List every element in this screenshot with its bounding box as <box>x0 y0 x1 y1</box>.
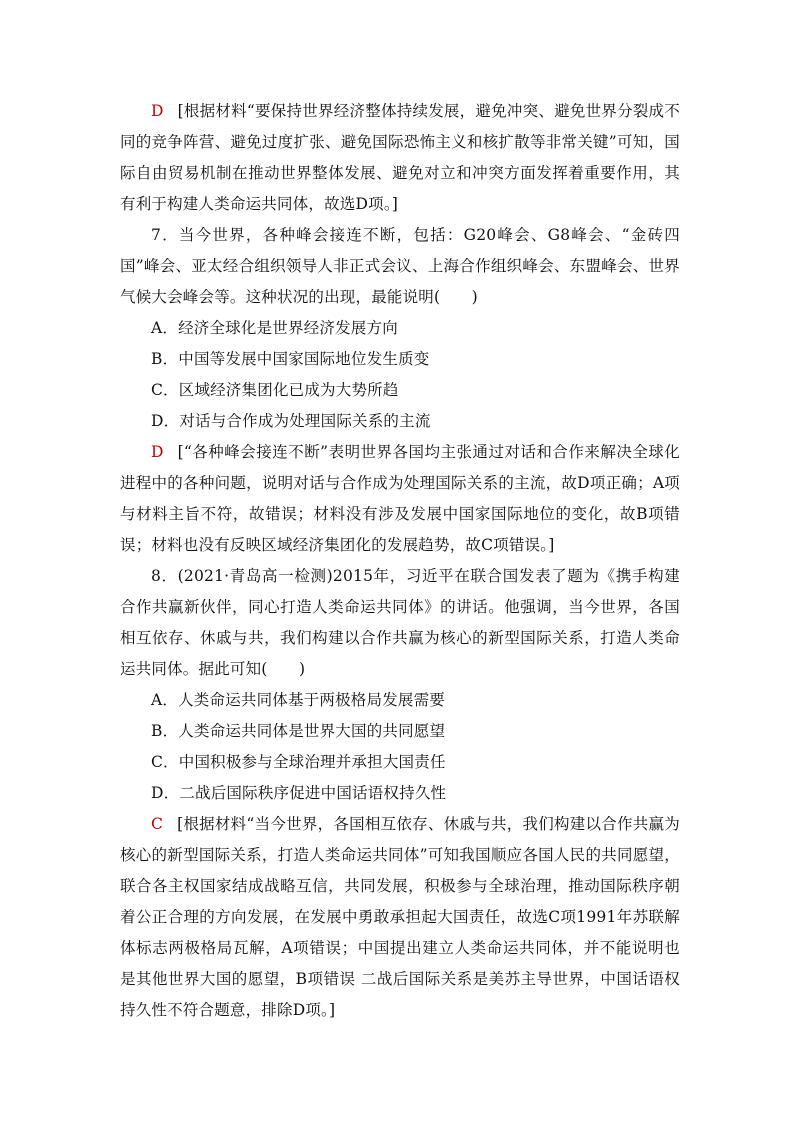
answer-7-explanation <box>120 437 680 561</box>
answer-7-letter: D <box>151 443 164 461</box>
answer-6-explanation <box>120 96 680 220</box>
question-7-option-b: B．中国等发展中国家国际地位发生质变 <box>151 350 430 368</box>
question-8-option-c: C．中国积极参与全球治理并承担大国责任 <box>151 753 446 771</box>
question-8-option-a: A．人类命运共同体基于两极格局发展需要 <box>151 691 445 709</box>
document-page <box>120 96 680 1026</box>
question-7-stem: 7．当今世界，各种峰会接连不断，包括：G20峰会、G8峰会、“金砖四国”峰会、亚太经合组织领导人非正式会议、上海合作组织峰会、东盟峰会、世界气候大会峰会等。这种状况的出现，最能说明( ) <box>120 226 680 306</box>
answer-7-text: [“各种峰会接连不断”表明世界各国均主张通过对话和合作来解决全球化进程中的各种问题，说明对话与合作成为处理国际关系的主流，故D项正确；A项与材料主旨不符，故错误；材料没有涉及发展中国家国际地位的变化，故B项错误；材料也没有反映区域经济集团化的发展趋势，故C项错误。] <box>120 443 680 554</box>
question-7-option-d: D．对话与合作成为处理国际关系的主流 <box>151 412 431 430</box>
answer-8-letter: C <box>151 815 164 833</box>
answer-6-letter: D <box>151 102 164 120</box>
question-8-option-d: D．二战后国际秩序促进中国话语权持久性 <box>151 784 447 802</box>
question-8-option-b: B．人类命运共同体是世界大国的共同愿望 <box>151 722 446 740</box>
answer-8-text: [根据材料“当今世界，各国相互依存、休戚与共，我们构建以合作共赢为核心的新型国际关系，打造人类命运共同体”可知我国顺应各国人民的共同愿望，联合各主权国家结成战略互信，共同发展，积极参与全球治理，推动国际秩序朝着公正合理的方向发展，在发展中勇敢承担起大国责任，故选C项1991年苏联解体标志两极格局瓦解，A项错误；中国提出建立人类命运共同体，并不能说明也是其他世界大国的愿望，B项错误 二战后国际关系是美苏主导世界，中国话语权持久性不符合题意，排除D项。] <box>120 815 680 1019</box>
question-7-option-a: A．经济全球化是世界经济发展方向 <box>151 319 398 337</box>
question-8-stem: 8．(2021·青岛高一检测)2015年，习近平在联合国发表了题为《携手构建合作共赢新伙伴，同心打造人类命运共同体》的讲话。他强调，当今世界，各国相互依存、休戚与共，我们构建以合作共赢为核心的新型国际关系，打造人类命运共同体。据此可知( ) <box>120 567 680 678</box>
answer-6-text: [根据材料“要保持世界经济整体持续发展，避免冲突、避免世界分裂成不同的竞争阵营、避免过度扩张、避免国际恐怖主义和核扩散等非常关键”可知，国际自由贸易机制在推动世界整体发展、避免对立和冲突方面发挥着重要作用，其有利于构建人类命运共同体，故选D项。] <box>120 102 680 213</box>
answer-8-explanation <box>120 809 680 1026</box>
question-7-option-c: C．区域经济集团化已成为大势所趋 <box>151 381 399 399</box>
